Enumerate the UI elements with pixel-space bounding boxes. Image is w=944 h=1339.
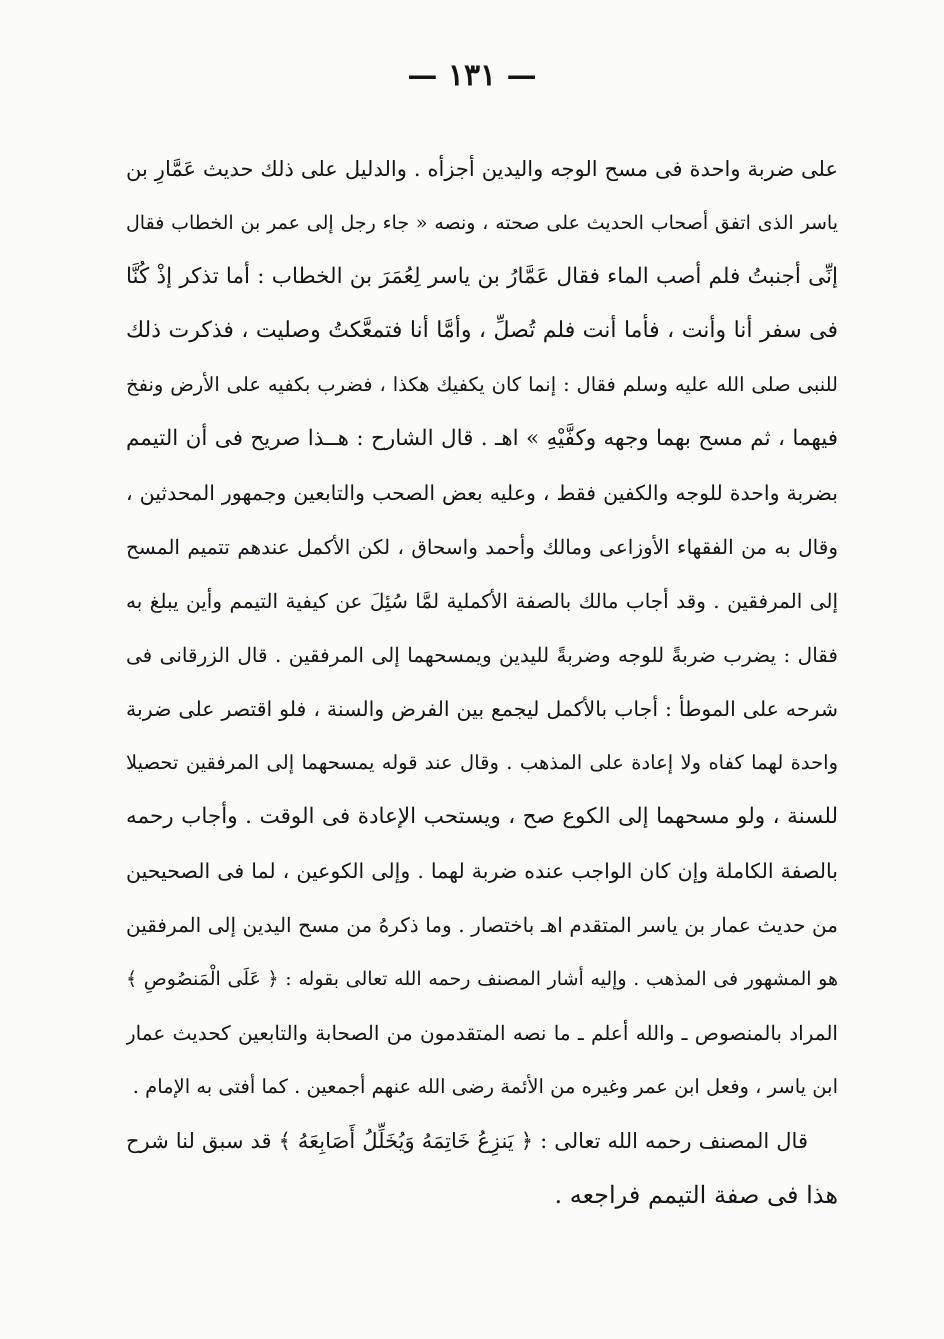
text-line: للسنة ، ولو مسحهما إلى الكوع صح ، ويستحب الإعادة فى الوقت . وأجاب رحمه bbox=[126, 804, 838, 829]
text-line: واحدة لهما كفاه ولا إعادة على المذهب . وقال عند قوله يمسحهما إلى المرفقين تحصيلا bbox=[126, 751, 838, 774]
text-line: قال المصنف رحمه الله تعالى : ﴿ يَنزِعُ خَاتِمَهُ وَيُخَلِّلُ أَصَابِعَهُ ﴾ قد سبق لنا شرح bbox=[126, 1129, 808, 1153]
text-line: فيهما ، ثم مسح بهما وجهه وكفَّيْهِ » اهـ . قال الشارح : هــذا صريح فى أن التيمم bbox=[126, 426, 838, 451]
text-line: بضربة واحدة للوجه والكفين فقط ، وعليه بعض الصحب والتابعين وجمهور المحدثين ، bbox=[126, 481, 838, 505]
text-line: بالصفة الكاملة وإن كان الواجب عنده ضربة لهما . وإلى الكوعين ، لما فى الصحيحين bbox=[126, 859, 838, 883]
text-line: ياسر الذى اتفق أصحاب الحديث على صحته ، ونصه « جاء رجل إلى عمر بن الخطاب فقال bbox=[126, 212, 838, 234]
text-line: هذا فى صفة التيمم فراجعه . bbox=[554, 1181, 838, 1209]
text-line: من حديث عمار بن ياسر المتقدم اهـ باختصار . وما ذكرهُ من مسح اليدين إلى المرفقين bbox=[126, 913, 838, 937]
text-line: ابن ياسر ، وفعل ابن عمر وغيره من الأئمة رضى الله عنهم أجمعين . كما أفتى به الإمام . bbox=[132, 1075, 838, 1098]
text-line: شرحه على الموطأ : أجاب بالأكمل ليجمع بين الفرض والسنة ، فلو اقتصر على ضربة bbox=[126, 697, 838, 721]
text-line: على ضربة واحدة فى مسح الوجه واليدين أجزأه . والدليل على ذلك حديث عَمَّارِ بن bbox=[126, 157, 838, 181]
text-line: هو المشهور فى المذهب . وإليه أشار المصنف رحمه الله تعالى بقوله : ﴿ عَلَى الْمَنصُوصِ ﴾ bbox=[126, 968, 838, 990]
body-text bbox=[126, 142, 838, 1222]
text-line: المراد بالمنصوص ـ والله أعلم ـ ما نصه المتقدمون من الصحابة والتابعين كحديث عمار bbox=[126, 1021, 838, 1045]
text-line: فقال : يضرب ضربةً للوجه وضربةً لليدين ويمسحهما إلى المرفقين . قال الزرقانى فى bbox=[126, 643, 838, 667]
text-line: فى سفر أنا وأنت ، فأما أنت فلم تُصلِّ ، وأمَّا أنا فتمعَّكتُ وصليت ، فذكرت ذلك bbox=[126, 318, 838, 343]
text-line: إنِّى أجنبتُ فلم أصب الماء فقال عَمَّارُ بن ياسر لِعُمَرَ بن الخطاب : أما تذكر إذْ كُنَّا bbox=[126, 264, 838, 289]
text-line: إلى المرفقين . وقد أجاب مالك بالصفة الأكملية لمَّا سُئِلَ عن كيفية التيمم وأين يبلغ به bbox=[126, 589, 838, 613]
page-number: — ١٣١ — bbox=[407, 58, 537, 93]
text-line: وقال به من الفقهاء الأوزاعى ومالك وأحمد واسحاق ، لكن الأكمل عندهم تتميم المسح bbox=[126, 535, 838, 559]
text-line: للنبى صلى الله عليه وسلم فقال : إنما كان يكفيك هكذا ، فضرب بكفيه على الأرض ونفخ bbox=[126, 373, 838, 396]
